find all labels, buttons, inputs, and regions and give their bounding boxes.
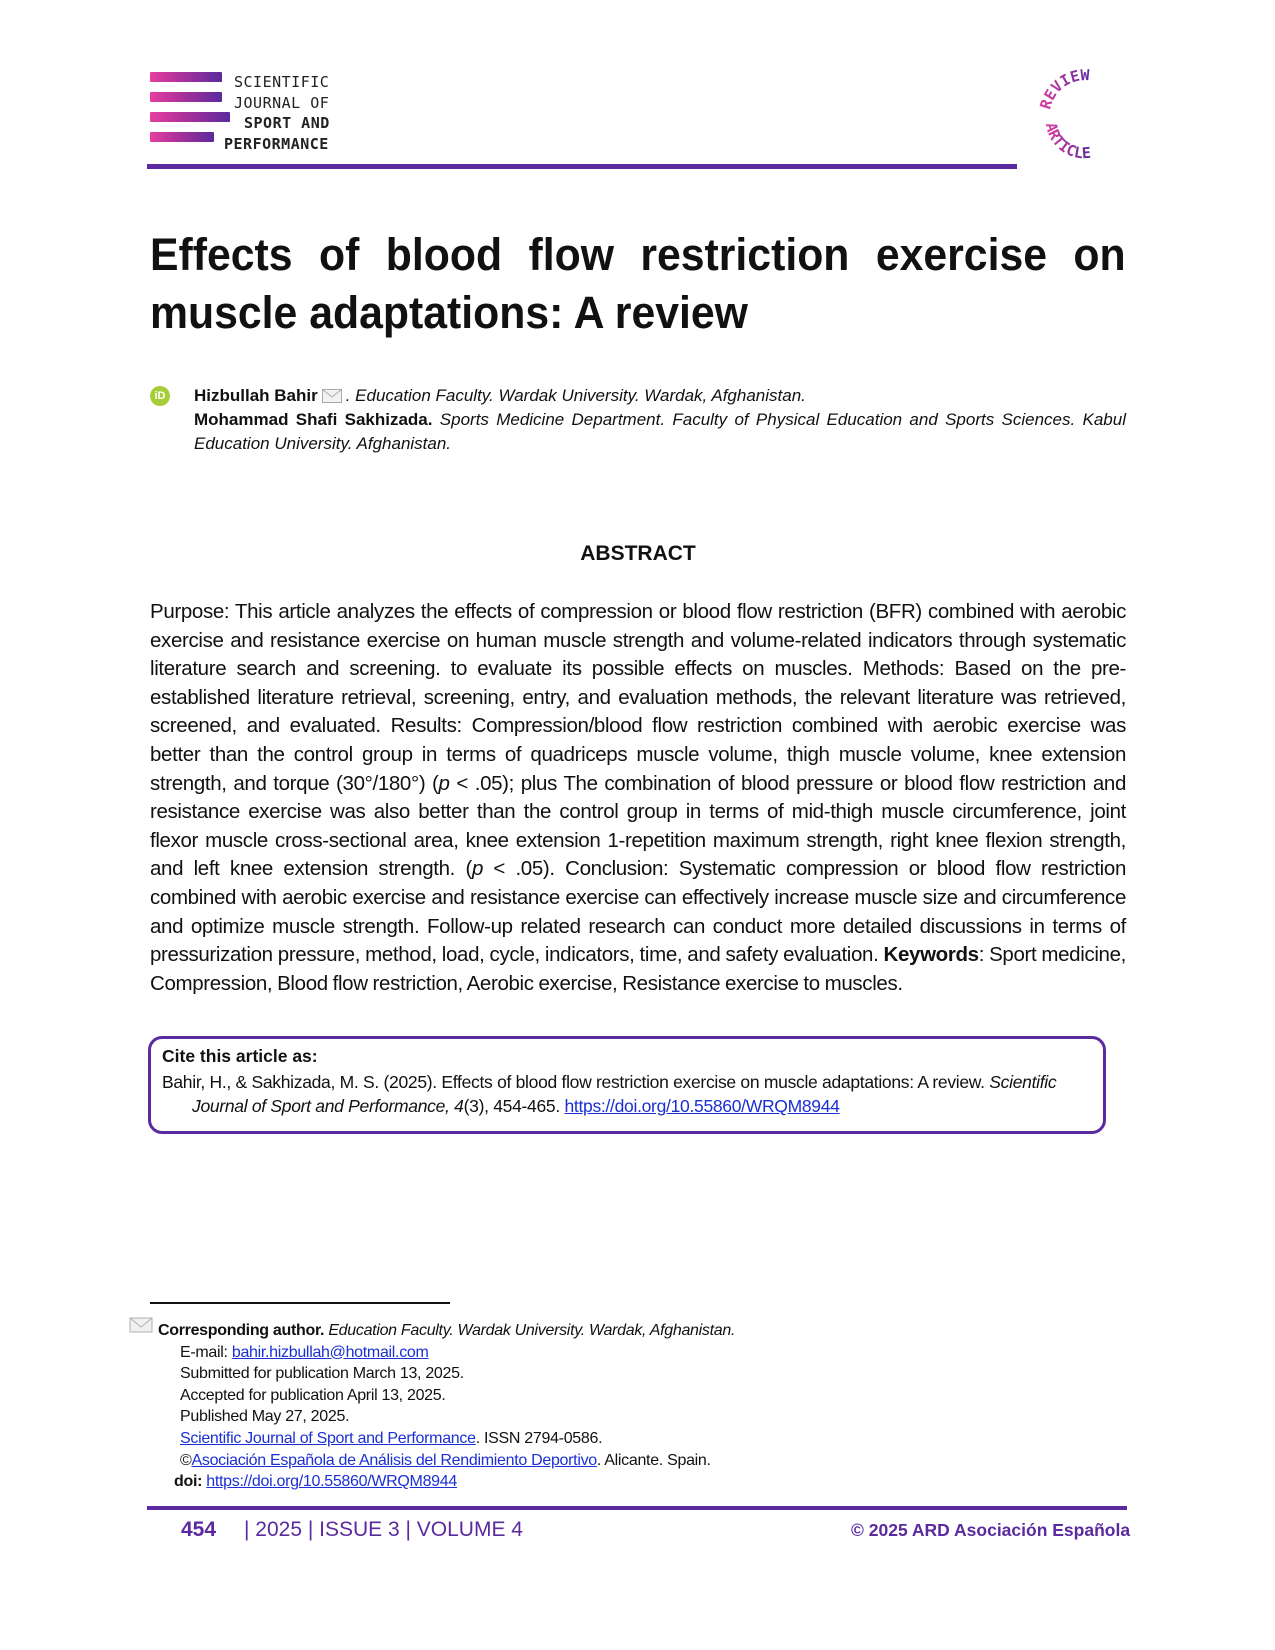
footer-copyright: © 2025 ARD Asociación Española [851,1520,1131,1540]
citation-label: Cite this article as: [162,1046,318,1066]
footnote-rule [150,1302,450,1304]
abstract-body: Purpose: This article analyzes the effects of compression or blood flow restriction (BFR) combined with aerobic exercise and resistance exercise on human muscle strength and volume-related indicators through systematic literature search and screening. to evaluate its possible effects on muscles. Methods: Based on the pre-established literature retrieval, screening, entry, and evaluation methods, the relevant literature was retrieved, screened, and evaluated. Results: Compression/blood flow restriction combined with aerobic exercise was better than the control group in terms of quadriceps muscle volume, thigh muscle volume, knee extension strength, and torque (30°/180°) (p < .05); plus The combination of blood pressure or blood flow restriction and resistance exercise was also better than the control group in terms of mid-thigh muscle circumference, joint flexor muscle cross-sectional area, knee extension 1-repetition maximum strength, right knee flexion strength, and left knee extension strength. (p < .05). Conclusion: Systematic compression or blood flow restriction combined with aerobic exercise and resistance exercise can effectively increase muscle size and circumference and optimize muscle strength. Follow-up related research can conduct more detailed discussions in terms of pressurization pressure, method, load, cycle, indicators, time, and safety evaluation. Keywords: Sport medicine, Compression, Blood flow restriction, Aerobic exercise, Resistance exercise to muscles. [150,600,1126,995]
published-date: Published May 27, 2025. [180,1408,350,1426]
footnote-block: Corresponding author. Education Faculty. Wardak University. Wardak, Afghanistan. E-mail: bahir.hizbullah@hotmail.com Submitted for publication March 13, 2025. Accepted for publication April 13, 2025. Published May 27, 2025. Scientific Journal of Sport and Performance. ISSN 2794-0586. ©Asociación Española de Análisis del Rendimiento Deportivo. Alicante. Spain. doi: https://doi.org/10.55860/WRQM8944 [158,1320,858,1493]
accepted-date: Accepted for publication April 13, 2025. [180,1386,446,1404]
footnote-doi-link[interactable]: https://doi.org/10.55860/WRQM8944 [206,1473,457,1491]
badge-bottom-text: ARTICLE [1041,120,1092,162]
email-link[interactable]: bahir.hizbullah@hotmail.com [231,1343,429,1361]
author-1-name: Hizbullah Bahir [194,386,318,405]
svg-text:ARTICLE [1042,121,1092,162]
association-link[interactable]: Asociación Española de Análisis del Rendimiento Deportivo [191,1451,597,1469]
article-title: Effects of blood flow restriction exercise on muscle adaptations: A review [150,229,1126,338]
review-article-badge [1036,66,1132,162]
citation-doi-link[interactable]: https://doi.org/10.55860/WRQM8944 [564,1096,840,1116]
keywords-label: Keywords [883,943,979,967]
journal-link[interactable]: Scientific Journal of Sport and Performance [180,1429,476,1447]
header-rule [147,164,1017,169]
author-1 [194,384,1126,408]
citation-text: Bahir, H., & Sakhizada, M. S. (2025). Effects of blood flow restriction exercise on muscle adaptations: A review. Scientific Journal of Sport and Performance, 4(3), 454-465. https://doi.org/10.55860/WRQM8944 [162,1072,1057,1116]
orcid-icon[interactable]: iD [150,386,170,406]
abstract-heading: ABSTRACT [580,542,696,565]
footer-rule [147,1506,1127,1510]
submitted-date: Submitted for publication March 13, 2025. [180,1365,464,1383]
keywords: : Sport medicine, Compression, Blood flow restriction, Aerobic exercise, Resistance exercise to muscles. [150,943,1126,995]
issue-info: | 2025 | ISSUE 3 | VOLUME 4 [244,1518,523,1541]
badge-top-text: REVIEW [1036,66,1090,112]
author-list [194,384,1126,456]
author-2-affiliation: Sports Medicine Department. Faculty of Physical Education and Sports Sciences. Kabul Education University. Afghanistan. [194,410,1126,453]
journal-logo-bars [150,72,230,152]
page-number: 454 [181,1518,217,1541]
author-2-name: Mohammad Shafi Sakhizada. [194,410,433,429]
svg-text:REVIEW [1036,66,1090,111]
journal-logo-text: SCIENTIFIC JOURNAL OF SPORT AND PERFORMANCE [224,73,330,153]
author-2 [194,408,1126,456]
author-1-affiliation: . Education Faculty. Wardak University. Wardak, Afghanistan. [345,386,806,405]
corresponding-envelope-icon [129,1316,153,1334]
envelope-icon[interactable] [322,389,342,403]
